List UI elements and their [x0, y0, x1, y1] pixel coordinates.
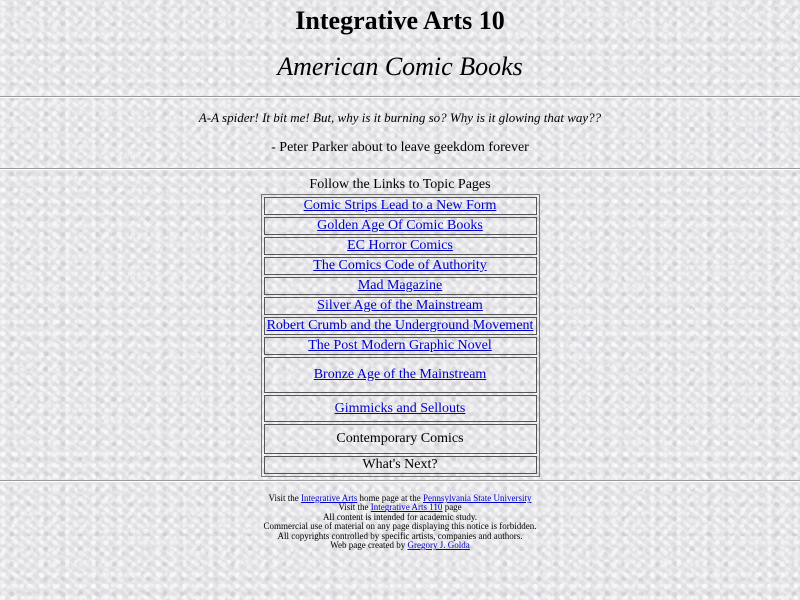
footer-line — [0, 541, 800, 550]
author-link[interactable]: Gregory J. Golda — [407, 540, 470, 551]
topic-link-mad-magazine[interactable]: Mad Magazine — [357, 278, 443, 293]
topics-heading: Follow the Links to Topic Pages — [309, 177, 491, 192]
topic-cell — [264, 357, 537, 393]
footer-commercial-notice: Commercial use of material on any page displaying this notice is forbidden. — [263, 521, 537, 532]
divider — [0, 96, 800, 98]
integrative-arts-link[interactable]: Integrative Arts — [301, 493, 358, 503]
topic-link-bronze-age[interactable]: Bronze Age of the Mainstream — [313, 367, 487, 382]
topic-link-golden-age[interactable]: Golden Age Of Comic Books — [317, 218, 483, 233]
page-subtitle: American Comic Books — [277, 52, 523, 81]
footer-academic-notice: All content is intended for academic study. — [322, 511, 478, 522]
topic-cell — [264, 197, 537, 215]
footer-text: Visit the — [268, 493, 301, 503]
footer-text: Visit the — [338, 502, 371, 513]
footer-text: Web page created by — [330, 540, 408, 551]
topic-cell — [264, 317, 537, 335]
topic-link-gimmicks[interactable]: Gimmicks and Sellouts — [334, 400, 466, 416]
topic-cell — [264, 217, 537, 235]
topic-link-comic-strips[interactable]: Comic Strips Lead to a New Form — [303, 198, 497, 213]
topic-cell-contemporary: Contemporary Comics — [264, 424, 537, 454]
topic-link-robert-crumb[interactable]: Robert Crumb and the Underground Movement — [266, 318, 534, 333]
topic-cell — [264, 395, 537, 422]
topic-link-post-modern[interactable]: The Post Modern Graphic Novel — [308, 338, 492, 353]
footer-text: page — [442, 502, 462, 513]
topic-cell — [264, 257, 537, 275]
footer — [0, 494, 800, 550]
topic-link-comics-code[interactable]: The Comics Code of Authority — [313, 258, 487, 273]
topic-link-ec-horror[interactable]: EC Horror Comics — [347, 238, 453, 253]
topic-cell-whats-next: What's Next? — [264, 456, 537, 474]
page-title: Integrative Arts 10 — [295, 6, 505, 35]
quote-text: A-A spider! It bit me! But, why is it burning so? Why is it glowing that way?? — [198, 110, 602, 125]
topics-table — [261, 194, 540, 477]
topic-link-silver-age[interactable]: Silver Age of the Mainstream — [317, 298, 483, 313]
divider — [0, 480, 800, 482]
footer-text: home page at the — [357, 493, 423, 503]
integrative-arts-110-link[interactable]: Integrative Arts 110 — [370, 502, 443, 513]
divider — [0, 168, 800, 170]
topic-cell — [264, 337, 537, 355]
quote-attribution: - Peter Parker about to leave geekdom forever — [271, 140, 529, 155]
topic-cell — [264, 297, 537, 315]
topic-cell — [264, 277, 537, 295]
topic-cell — [264, 237, 537, 255]
penn-state-link[interactable]: Pennsylvania State University — [422, 493, 532, 503]
footer-copyright-notice: All copyrights controlled by specific artists, companies and authors. — [277, 530, 523, 541]
